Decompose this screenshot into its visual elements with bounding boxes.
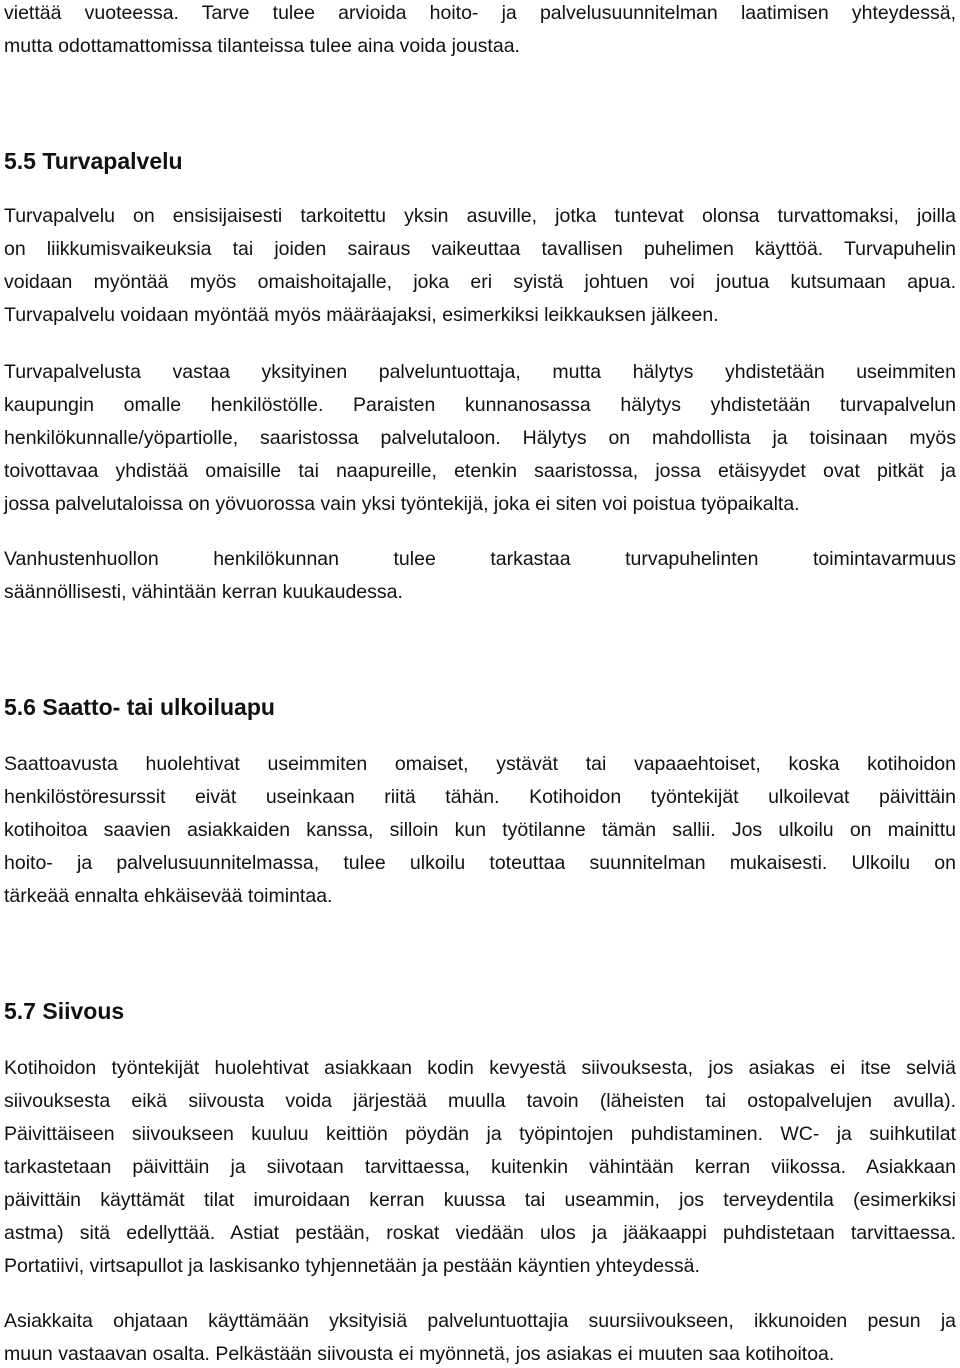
text-line: on liikkumisvaikeuksia tai joiden sairaus vaikeuttaa tavallisen puhelimen käyttöä. Turvapuhelin: [4, 238, 956, 260]
section-title: Saatto- tai ulkoiluapu: [42, 694, 275, 720]
section-number: 5.5: [4, 148, 36, 174]
text-line: Kotihoidon työntekijät huolehtivat asiakkaan kodin kevyestä siivouksesta, jos asiakas ei itse selviä: [4, 1057, 956, 1079]
text-line: Saattoavusta huolehtivat useimmiten omaiset, ystävät tai vapaaehtoiset, koska kotihoidon: [4, 753, 956, 775]
text-line: astma) sitä edellyttää. Astiat pestään, roskat viedään ulos ja jääkaappi puhdistetaan tarvittaessa.: [4, 1222, 956, 1244]
text-line: päivittäin käyttämät tilat imuroidaan kerran kuussa tai useammin, jos terveydentila (esimerkiksi: [4, 1189, 956, 1211]
text-line: voidaan myöntää myös omaishoitajalle, joka eri syistä johtuen voi joutua kutsumaan apua.: [4, 271, 956, 293]
section-number: 5.6: [4, 694, 36, 720]
text-line: henkilökunnalle/yöpartiolle, saaristossa palvelutaloon. Hälytys on mahdollista ja toisinaan myös: [4, 427, 956, 449]
section-number: 5.7: [4, 998, 36, 1024]
section-title: Siivous: [42, 998, 125, 1024]
section-heading-siivous: [4, 996, 124, 1026]
text-line: Vanhustenhuollon henkilökunnan tulee tarkastaa turvapuhelinten toimintavarmuus: [4, 548, 956, 570]
section-heading-turvapalvelu: [4, 146, 183, 176]
text-line: Turvapalvelu voidaan myöntää myös määräajaksi, esimerkiksi leikkauksen jälkeen.: [4, 304, 719, 326]
text-line: toivottavaa yhdistää omaisille tai naapureille, etenkin saaristossa, jossa etäisyydet ovat pitkät ja: [4, 460, 956, 482]
text-line: kaupungin omalle henkilöstölle. Paraisten kunnanosassa hälytys yhdistetään turvapalvelun: [4, 394, 956, 416]
text-line: mutta odottamattomissa tilanteissa tulee aina voida joustaa.: [4, 35, 520, 57]
text-line: tärkeää ennalta ehkäisevää toimintaa.: [4, 885, 333, 907]
text-line: hoito- ja palvelusuunnitelmassa, tulee ulkoilu toteuttaa suunnitelman mukaisesti. Ulkoilu on: [4, 852, 956, 874]
text-line: Turvapalvelusta vastaa yksityinen palveluntuottaja, mutta hälytys yhdistetään useimmiten: [4, 361, 956, 383]
text-line: siivouksesta eikä siivousta voida järjestää muulla tavoin (läheisten tai ostopalvelujen avulla).: [4, 1090, 956, 1112]
text-line: henkilöstöresurssit eivät useinkaan riitä tähän. Kotihoidon työntekijät ulkoilevat päivittäin: [4, 786, 956, 808]
text-line: muun vastaavan osalta. Pelkästään siivousta ei myönnetä, jos asiakas ei muuten saa kotihoitoa.: [4, 1343, 835, 1365]
text-line: viettää vuoteessa. Tarve tulee arvioida hoito- ja palvelusuunnitelman laatimisen yhteydessä,: [4, 2, 956, 24]
text-line: Portatiivi, virtsapullot ja laskisanko tyhjennetään ja pestään käyntien yhteydessä.: [4, 1255, 700, 1277]
text-line: Päivittäiseen siivoukseen kuuluu keittiön pöydän ja työpintojen puhdistaminen. WC- ja suihkutilat: [4, 1123, 956, 1145]
section-title: Turvapalvelu: [42, 148, 183, 174]
text-line: Turvapalvelu on ensisijaisesti tarkoitettu yksin asuville, jotka tuntevat olonsa turvattomaksi, joilla: [4, 205, 956, 227]
text-line: säännöllisesti, vähintään kerran kuukaudessa.: [4, 581, 403, 603]
section-heading-saattoapu: [4, 692, 275, 722]
text-line: tarkastetaan päivittäin ja siivotaan tarvittaessa, kuitenkin vähintään kerran viikossa. Asiakkaan: [4, 1156, 956, 1178]
text-line: Asiakkaita ohjataan käyttämään yksityisiä palveluntuottajia suursiivoukseen, ikkunoiden pesun ja: [4, 1310, 956, 1332]
text-line: kotihoitoa saavien asiakkaiden kanssa, silloin kun työtilanne tämän sallii. Jos ulkoilu on mainittu: [4, 819, 956, 841]
text-line: jossa palvelutaloissa on yövuorossa vain yksi työntekijä, joka ei siten voi poistua työpaikalta.: [4, 493, 800, 515]
